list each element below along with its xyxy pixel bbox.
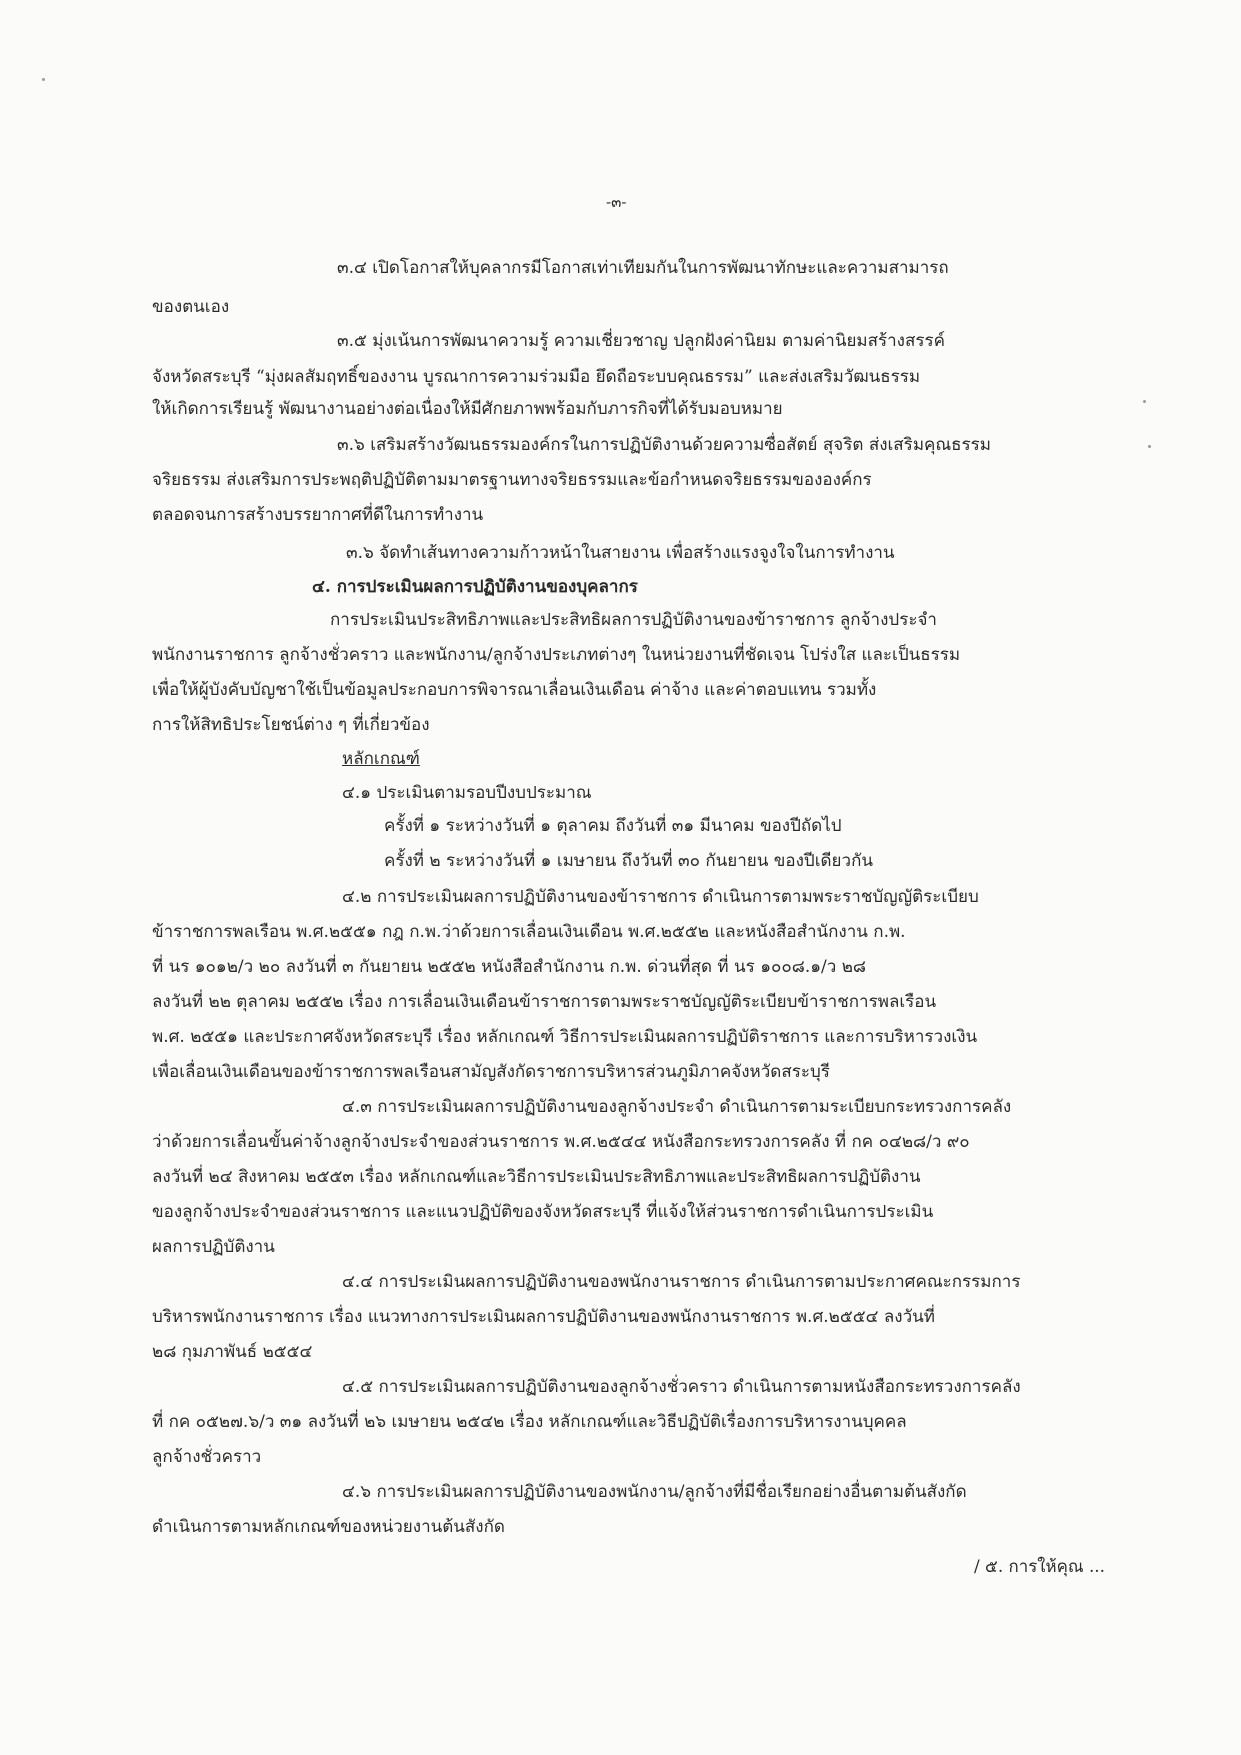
continuation-note: / ๕. การให้คุณ ... — [973, 1557, 1105, 1577]
page-number: -๓- — [606, 193, 627, 211]
paragraph-line: ๒๘ กุมภาพันธ์ ๒๕๕๔ — [152, 1342, 313, 1362]
paragraph-line: เพื่อเลื่อนเงินเดือนของข้าราชการพลเรือนสามัญสังกัดราชการบริหารส่วนภูมิภาคจังหวัดสระบุรี — [152, 1062, 830, 1082]
paragraph-line: บริหารพนักงานราชการ เรื่อง แนวทางการประเมินผลการปฏิบัติงานของพนักงานราชการ พ.ศ.๒๕๕๔ ลงวันที่ — [152, 1307, 935, 1327]
paragraph-line: ๓.๔ เปิดโอกาสให้บุคลากรมีโอกาสเท่าเทียมกันในการพัฒนาทักษะและความสามารถ — [337, 258, 949, 278]
paragraph-line: ผลการปฏิบัติงาน — [152, 1237, 275, 1257]
section-heading: ๔. การประเมินผลการปฏิบัติงานของบุคลากร — [312, 577, 638, 597]
paragraph-line: ๔.๓ การประเมินผลการปฏิบัติงานของลูกจ้างประจำ ดำเนินการตามระเบียบกระทรวงการคลัง — [342, 1097, 1012, 1117]
paragraph-line: จังหวัดสระบุรี “มุ่งผลสัมฤทธิ์ของงาน บูรณาการความร่วมมือ ยึดถือระบบคุณธรรม” และส่งเสริมวัฒนธรรม — [152, 367, 921, 387]
paragraph-line: ๔.๖ การประเมินผลการปฏิบัติงานของพนักงาน/ลูกจ้างที่มีชื่อเรียกอย่างอื่นตามต้นสังกัด — [342, 1482, 967, 1502]
paragraph-line: ของลูกจ้างประจำของส่วนราชการ และแนวปฏิบัติของจังหวัดสระบุรี ที่แจ้งให้ส่วนราชการดำเนินการประเมิน — [152, 1202, 934, 1222]
paragraph-line: ๓.๖ เสริมสร้างวัฒนธรรมองค์กรในการปฏิบัติงานด้วยความซื่อสัตย์ สุจริต ส่งเสริมคุณธรรม — [337, 435, 992, 455]
paragraph-line: ๔.๒ การประเมินผลการปฏิบัติงานของข้าราชการ ดำเนินการตามพระราชบัญญัติระเบียบ — [342, 887, 979, 907]
paragraph-line: ๔.๑ ประเมินตามรอบปีงบประมาณ — [342, 783, 592, 803]
paragraph-line: ให้เกิดการเรียนรู้ พัฒนางานอย่างต่อเนื่องให้มีศักยภาพพร้อมกับภารกิจที่ได้รับมอบหมาย — [152, 399, 783, 419]
scan-speck — [42, 78, 45, 81]
paragraph-line: ดำเนินการตามหลักเกณฑ์ของหน่วยงานต้นสังกัด — [152, 1517, 505, 1537]
paragraph-line: ๔.๔ การประเมินผลการปฏิบัติงานของพนักงานราชการ ดำเนินการตามประกาศคณะกรรมการ — [342, 1272, 1021, 1292]
paragraph-line: จริยธรรม ส่งเสริมการประพฤติปฏิบัติตามมาตรฐานทางจริยธรรมและข้อกำหนดจริยธรรมขององค์กร — [152, 470, 872, 490]
paragraph-line: ลงวันที่ ๒๔ สิงหาคม ๒๕๕๓ เรื่อง หลักเกณฑ์และวิธีการประเมินประสิทธิภาพและประสิทธิผลการปฏิบัติงาน — [152, 1167, 921, 1187]
paragraph-line: ที่ กค ๐๕๒๗.๖/ว ๓๑ ลงวันที่ ๒๖ เมษายน ๒๕๔๒ เรื่อง หลักเกณฑ์และวิธีปฏิบัติเรื่องการบริหารงานบุคคล — [152, 1412, 907, 1432]
paragraph-line: ตลอดจนการสร้างบรรยากาศที่ดีในการทำงาน — [152, 505, 484, 525]
paragraph-line: ๔.๕ การประเมินผลการปฏิบัติงานของลูกจ้างชั่วคราว ดำเนินการตามหนังสือกระทรวงการคลัง — [342, 1377, 1021, 1397]
paragraph-line: ลงวันที่ ๒๒ ตุลาคม ๒๕๕๒ เรื่อง การเลื่อนเงินเดือนข้าราชการตามพระราชบัญญัติระเบียบข้าราชการพลเรือน — [152, 992, 937, 1012]
paragraph-line: ครั้งที่ ๒ ระหว่างวันที่ ๑ เมษายน ถึงวันที่ ๓๐ กันยายน ของปีเดียวกัน — [384, 851, 873, 871]
paragraph-line: ว่าด้วยการเลื่อนขั้นค่าจ้างลูกจ้างประจำของส่วนราชการ พ.ศ.๒๕๔๔ หนังสือกระทรวงการคลัง ที่ กค ๐๔๒๘/ว ๙๐ — [152, 1132, 970, 1152]
paragraph-line: ๓.๕ มุ่งเน้นการพัฒนาความรู้ ความเชี่ยวชาญ ปลูกฝังค่านิยม ตามค่านิยมสร้างสรรค์ — [337, 331, 945, 351]
paragraph-line: ของตนเอง — [152, 297, 230, 317]
paragraph-line: ๓.๖ จัดทำเส้นทางความก้าวหน้าในสายงาน เพื่อสร้างแรงจูงใจในการทำงาน — [346, 543, 895, 563]
scan-speck — [1148, 445, 1151, 448]
paragraph-line: ลูกจ้างชั่วคราว — [152, 1447, 262, 1467]
paragraph-line: เพื่อให้ผู้บังคับบัญชาใช้เป็นข้อมูลประกอบการพิจารณาเลื่อนเงินเดือน ค่าจ้าง และค่าตอบแทน รวมทั้ง — [152, 680, 877, 700]
paragraph-line: ที่ นร ๑๐๑๒/ว ๒๐ ลงวันที่ ๓ กันยายน ๒๕๕๒ หนังสือสำนักงาน ก.พ. ด่วนที่สุด ที่ นร ๑๐๐๘.๑/ว ๒๘ — [152, 957, 867, 977]
paragraph-line: ครั้งที่ ๑ ระหว่างวันที่ ๑ ตุลาคม ถึงวันที่ ๓๑ มีนาคม ของปีถัดไป — [384, 816, 842, 836]
scan-speck — [1143, 400, 1146, 403]
paragraph-line: พ.ศ. ๒๕๕๑ และประกาศจังหวัดสระบุรี เรื่อง หลักเกณฑ์ วิธีการประเมินผลการปฏิบัติราชการ และการบริหารวงเงิน — [152, 1027, 978, 1047]
paragraph-line: ข้าราชการพลเรือน พ.ศ.๒๕๕๑ กฎ ก.พ.ว่าด้วยการเลื่อนเงินเดือน พ.ศ.๒๕๕๒ และหนังสือสำนักงาน ก.พ. — [152, 922, 906, 942]
paragraph-line: พนักงานราชการ ลูกจ้างชั่วคราว และพนักงาน/ลูกจ้างประเภทต่างๆ ในหน่วยงานที่ชัดเจน โปร่งใส และเป็นธรรม — [152, 645, 961, 665]
paragraph-line: การประเมินประสิทธิภาพและประสิทธิผลการปฏิบัติงานของข้าราชการ ลูกจ้างประจำ — [330, 610, 937, 630]
paragraph-line: การให้สิทธิประโยชน์ต่าง ๆ ที่เกี่ยวข้อง — [152, 715, 430, 735]
criteria-heading: หลักเกณฑ์ — [342, 749, 420, 769]
